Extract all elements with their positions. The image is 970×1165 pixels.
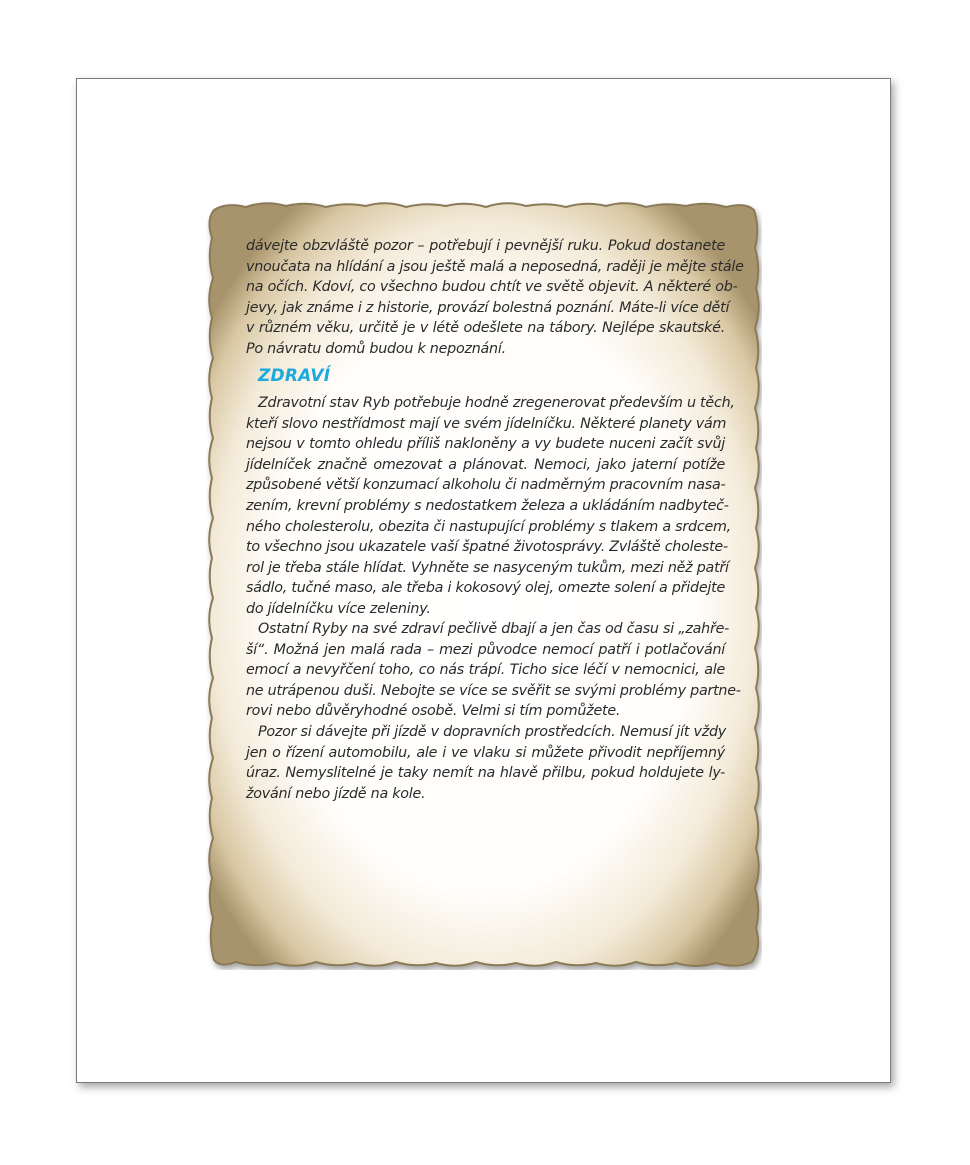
health2-line-2: ší“. Možná jen malá rada – mezi původce nemocí patří i potlačování bbox=[246, 641, 725, 658]
section-heading: ZDRAVÍ bbox=[258, 366, 331, 387]
health2-line-3: emocí a nevyřčení toho, co nás trápí. Ticho sice léčí v nemocnici, ale bbox=[246, 662, 725, 679]
health1-line-1: Zdravotní stav Ryb potřebuje hodně zregenerovat především u těch, bbox=[258, 395, 735, 412]
health1-line-7: ného cholesterolu, obezita či nastupující problémy s tlakem a srdcem, bbox=[246, 518, 731, 535]
health1-line-6: zením, krevní problémy s nedostatkem železa a ukládáním nadbyteč- bbox=[246, 498, 729, 515]
intro-line-5: v různém věku, určitě je v létě odešlete na tábory. Nejlépe skautské. bbox=[246, 320, 725, 337]
health3-line-1: Pozor si dávejte při jízdě v dopravních prostředcích. Nemusí jít vždy bbox=[258, 724, 726, 741]
intro-line-1: dávejte obzvláště pozor – potřebují i pevnější ruku. Pokud dostanete bbox=[246, 238, 725, 254]
health1-line-5: způsobené větší konzumací alkoholu či nadměrným pracovním nasa- bbox=[246, 477, 726, 494]
health2-line-1: Ostatní Ryby na své zdraví pečlivě dbají a jen čas od času si „zahře- bbox=[258, 621, 730, 638]
health3-line-4: žování nebo jízdě na kole. bbox=[246, 785, 426, 802]
health1-line-10: sádlo, tučné maso, ale třeba i kokosový olej, omezte solení a přidejte bbox=[246, 580, 725, 597]
intro-line-4: jevy, jak známe i z historie, provází bolestná poznání. Máte-li více dětí bbox=[246, 299, 730, 316]
health3-line-3: úraz. Nemyslitelné je taky nemít na hlavě přilbu, pokud holdujete ly- bbox=[246, 765, 725, 782]
intro-line-6: Po návratu domů budou k nepoznání. bbox=[246, 340, 506, 357]
health1-line-11: do jídelníčku více zeleniny. bbox=[246, 600, 431, 617]
page-text bbox=[246, 236, 744, 804]
health1-line-2: kteří slovo nestřídmost mají ve svém jídelníčku. Některé planety vám bbox=[246, 415, 727, 432]
health1-line-8: to všechno jsou ukazatele vaší špatné životosprávy. Zvláště choleste- bbox=[246, 539, 728, 556]
health2-line-5: rovi nebo důvěryhodné osobě. Velmi si tím pomůžete. bbox=[246, 703, 621, 720]
health1-line-4: jídelníček značně omezovat a plánovat. Nemoci, jako jaterní potíže bbox=[246, 456, 725, 473]
health3-line-2: jen o řízení automobilu, ale i ve vlaku si můžete přivodit nepříjemný bbox=[246, 744, 725, 761]
health2-line-4: ne utrápenou duši. Nebojte se více se svěřit se svými problémy partne- bbox=[246, 682, 741, 699]
intro-line-2: vnoučata na hlídání a jsou ještě malá a neposedná, raději je mějte stále bbox=[246, 258, 744, 275]
health1-line-3: nejsou v tomto ohledu příliš nakloněny a vy budete nuceni začít svůj bbox=[246, 436, 725, 453]
intro-line-3: na očích. Kdoví, co všechno budou chtít ve světě objevit. A některé ob- bbox=[246, 279, 738, 296]
health1-line-9: rol je třeba stále hlídat. Vyhněte se nasyceným tukům, mezi něž patří bbox=[246, 559, 729, 576]
